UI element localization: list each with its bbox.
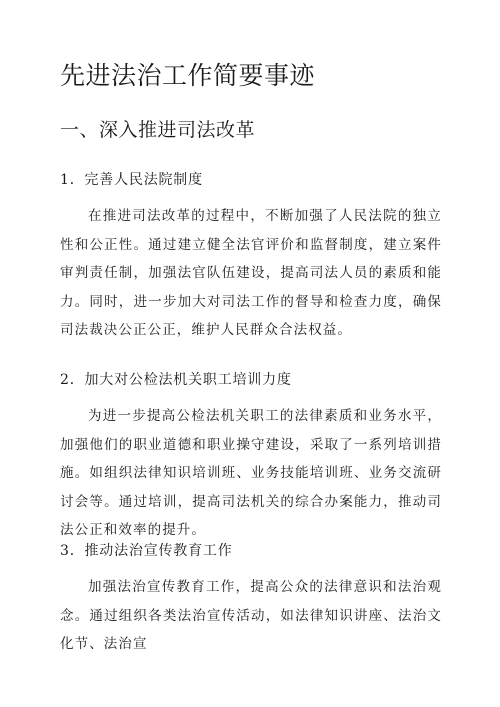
item-paragraph-1: 在推进司法改革的过程中，不断加强了人民法院的独立性和公正性。通过建立健全法官评价和监督制度，建立案件审判责任制，加强法官队伍建设，提高司法人员的素质和能力。同时，进一步加大对司法工作的督导和检查力度，确保司法裁决公正公正，维护人民群众合法权益。 — [60, 208, 442, 339]
item-paragraph-2: 为进一步提高公检法机关职工的法律素质和业务水平，加强他们的职业道德和职业操守建设，采取了一系列培训措施。如组织法律知识培训班、业务技能培训班、业务交流研讨会等。通过培训，提高司法机关的综合办案能力，推动司法公正和效率的提升。 — [60, 408, 442, 539]
item-heading-2: 2．加大对公检法机关职工培训力度 — [60, 372, 292, 388]
section-heading: 一、深入推进司法改革 — [60, 119, 256, 141]
item-paragraph-3: 加强法治宣传教育工作，提高公众的法律意识和法治观念。通过组织各类法治宣传活动，如法律知识讲座、法治文化节、法治宣 — [60, 579, 442, 653]
document-title: 先进法治工作简要事迹 — [60, 61, 316, 90]
item-heading-3: 3．推动法治宣传教育工作 — [60, 543, 233, 559]
item-heading-1: 1．完善人民法院制度 — [60, 172, 203, 188]
